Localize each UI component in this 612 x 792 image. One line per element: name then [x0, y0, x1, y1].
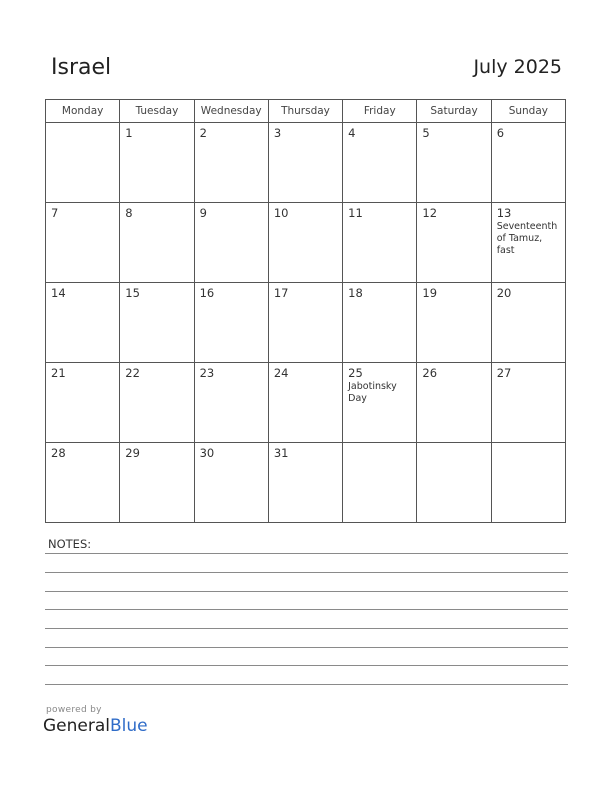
day-number: 11	[348, 206, 363, 220]
day-number: 19	[422, 286, 438, 300]
weekday-sunday: Sunday	[491, 100, 565, 123]
notes-line	[45, 665, 568, 666]
notes-line	[45, 628, 568, 629]
calendar-grid	[45, 99, 566, 523]
day-number: 4	[348, 126, 356, 140]
calendar-day-cell	[194, 283, 268, 363]
day-number: 30	[199, 446, 215, 460]
day-number: 2	[199, 126, 207, 140]
calendar-day-cell	[120, 363, 194, 443]
calendar-day-cell	[268, 443, 342, 523]
day-number: 25	[348, 366, 363, 380]
weekday-thursday: Thursday	[268, 100, 342, 123]
day-number: 8	[125, 206, 133, 220]
day-number: 3	[273, 126, 282, 140]
day-number: 5	[422, 126, 430, 140]
day-number: 23	[199, 366, 215, 380]
calendar-day-cell	[491, 123, 565, 203]
day-number: 18	[348, 286, 363, 300]
day-number: 17	[273, 286, 289, 300]
notes-line	[45, 609, 568, 610]
day-number: 12	[422, 206, 438, 220]
calendar-day-cell	[268, 283, 342, 363]
calendar-day-cell	[194, 363, 268, 443]
day-number: 7	[51, 206, 59, 220]
calendar-day-cell	[46, 443, 120, 523]
month-year-title: July 2025	[473, 56, 562, 78]
calendar-day-cell	[268, 203, 342, 283]
notes-line	[45, 684, 568, 685]
notes-label: NOTES:	[48, 537, 92, 551]
weekday-saturday: Saturday	[417, 100, 491, 123]
calendar-day-cell	[46, 123, 120, 203]
day-number: 27	[496, 366, 512, 380]
calendar-day-cell	[120, 123, 194, 203]
calendar-day-cell	[194, 123, 268, 203]
notes-line	[45, 553, 568, 554]
calendar-day-cell	[268, 363, 342, 443]
holiday-label: Seventeenth of Tamuz, fast	[496, 221, 558, 256]
calendar-day-cell	[46, 283, 120, 363]
calendar-day-cell	[491, 443, 565, 523]
day-number: 24	[273, 366, 289, 380]
notes-line	[45, 647, 568, 648]
day-number: 21	[51, 366, 66, 380]
day-number: 10	[273, 206, 289, 220]
calendar-day-cell	[343, 443, 417, 523]
calendar-day-cell	[194, 443, 268, 523]
weekday-wednesday: Wednesday	[194, 100, 268, 123]
calendar-day-cell	[120, 203, 194, 283]
day-number: 16	[199, 286, 215, 300]
calendar-day-cell	[491, 283, 565, 363]
calendar-day-cell	[417, 203, 491, 283]
calendar-day-cell	[343, 363, 417, 443]
calendar-day-cell	[491, 203, 565, 283]
notes-line	[45, 591, 568, 592]
weekday-tuesday: Tuesday	[120, 100, 194, 123]
country-title: Israel	[51, 55, 112, 80]
day-number: 6	[496, 126, 505, 140]
calendar-day-cell	[46, 363, 120, 443]
day-number: 31	[273, 446, 289, 460]
calendar-week-row	[46, 443, 566, 523]
calendar-day-cell	[417, 283, 491, 363]
day-number: 29	[125, 446, 140, 460]
calendar-day-cell	[491, 363, 565, 443]
day-number: 20	[496, 286, 512, 300]
calendar-day-cell	[120, 283, 194, 363]
holiday-label: Jabotinsky Day	[348, 381, 397, 404]
calendar-day-cell	[417, 123, 491, 203]
calendar-day-cell	[268, 123, 342, 203]
calendar-day-cell	[343, 283, 417, 363]
calendar-week-row	[46, 283, 566, 363]
day-number: 15	[125, 286, 140, 300]
calendar-day-cell	[417, 443, 491, 523]
day-number: 22	[125, 366, 140, 380]
weekday-header-row	[46, 100, 566, 123]
calendar-day-cell	[343, 123, 417, 203]
powered-by-label: powered by	[46, 705, 102, 715]
logo-text-blue: Blue	[110, 716, 148, 736]
notes-line	[45, 572, 568, 573]
weekday-friday: Friday	[343, 100, 417, 123]
day-number: 28	[51, 446, 66, 460]
calendar-week-row	[46, 363, 566, 443]
weekday-monday: Monday	[46, 100, 120, 123]
logo-text-general: General	[43, 716, 110, 736]
day-number: 13	[496, 206, 512, 220]
calendar-day-cell	[194, 203, 268, 283]
calendar-day-cell	[120, 443, 194, 523]
calendar-day-cell	[417, 363, 491, 443]
day-number: 1	[125, 126, 133, 140]
generalblue-logo	[43, 716, 148, 736]
day-number: 14	[51, 286, 66, 300]
day-number: 9	[199, 206, 207, 220]
calendar-week-row	[46, 123, 566, 203]
calendar-week-row	[46, 203, 566, 283]
calendar-day-cell	[46, 203, 120, 283]
day-number: 26	[422, 366, 438, 380]
calendar-day-cell	[343, 203, 417, 283]
